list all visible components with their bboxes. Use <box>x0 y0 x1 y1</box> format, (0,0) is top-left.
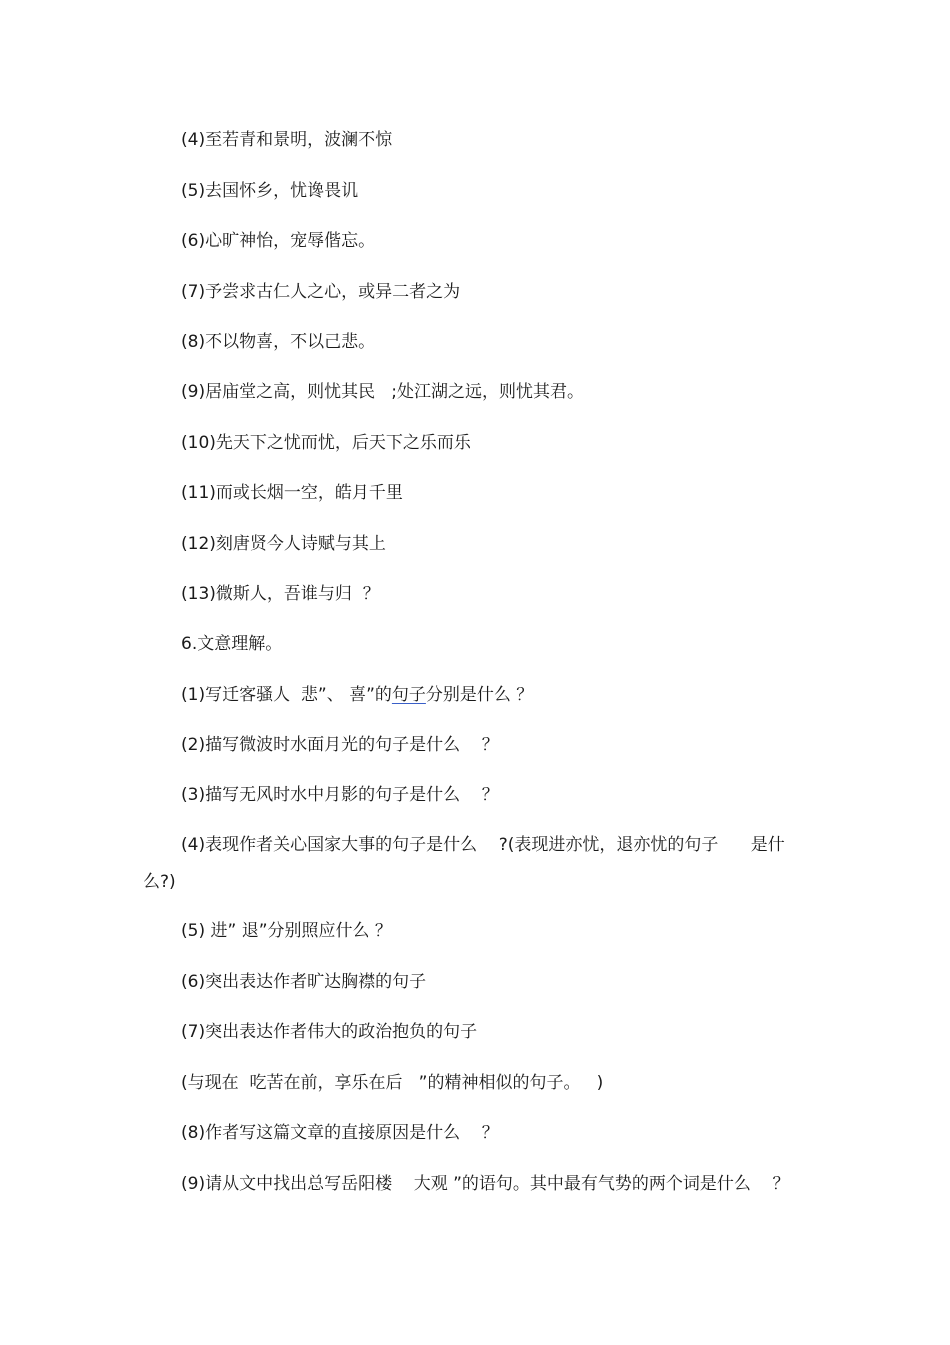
answer-line-11: (11)而或长烟一空，皓月千里 <box>181 483 403 503</box>
answer-line-8: (8)不以物喜，不以己悲。 <box>181 332 376 352</box>
answer-line-4: (4)至若青和景明，波澜不惊 <box>181 130 393 150</box>
answer-line-7: (7)予尝求古仁人之心，或异二者之为 <box>181 282 461 302</box>
question-1-after: 分别是什么 ？ <box>425 685 534 705</box>
answer-line-9: (9)居庙堂之高，则忧其民 ;处江湖之远，则忧其君。 <box>181 382 585 402</box>
question-line-3: (3)描写无风时水中月影的句子是什么 ？ <box>181 785 499 805</box>
answer-line-5: (5)去国怀乡，忧谗畏讥 <box>181 181 359 201</box>
question-line-7-note: (与现在 吃苦在前，享乐在后 ”的精神相似的句子。 ) <box>181 1073 604 1093</box>
answer-line-12: (12)刻唐贤今人诗赋与其上 <box>181 534 386 554</box>
question-line-6: (6)突出表达作者旷达胸襟的句子 <box>181 972 427 992</box>
question-line-7: (7)突出表达作者伟大的政治抱负的句子 <box>181 1022 478 1042</box>
answer-line-6: (6)心旷神怡，宠辱偕忘。 <box>181 231 376 251</box>
question-1-before: (1)写迁客骚人 悲”、 喜”的 <box>181 685 392 705</box>
question-line-5: (5) 进” 退”分别照应什么 ？ <box>181 921 392 941</box>
answer-line-13: (13)微斯人，吾谁与归 ？ <box>181 584 380 604</box>
section-heading: 6.文意理解。 <box>181 634 283 654</box>
question-line-4: (4)表现作者关心国家大事的句子是什么 ?(表现进亦忧，退亦忧的句子 是什 <box>181 835 785 855</box>
question-line-2: (2)描写微波时水面月光的句子是什么 ？ <box>181 735 499 755</box>
question-line-9: (9)请从文中找出总写岳阳楼 大观 ”的语句。其中最有气势的两个词是什么 ？ <box>181 1174 790 1194</box>
answer-line-10: (10)先天下之忧而忧，后天下之乐而乐 <box>181 433 471 453</box>
question-line-8: (8)作者写这篇文章的直接原因是什么 ？ <box>181 1123 499 1143</box>
question-line-1 <box>181 684 533 706</box>
question-line-4-continued: 么?) <box>143 872 176 892</box>
question-1-underlined-link[interactable]: 句子 <box>391 685 426 705</box>
